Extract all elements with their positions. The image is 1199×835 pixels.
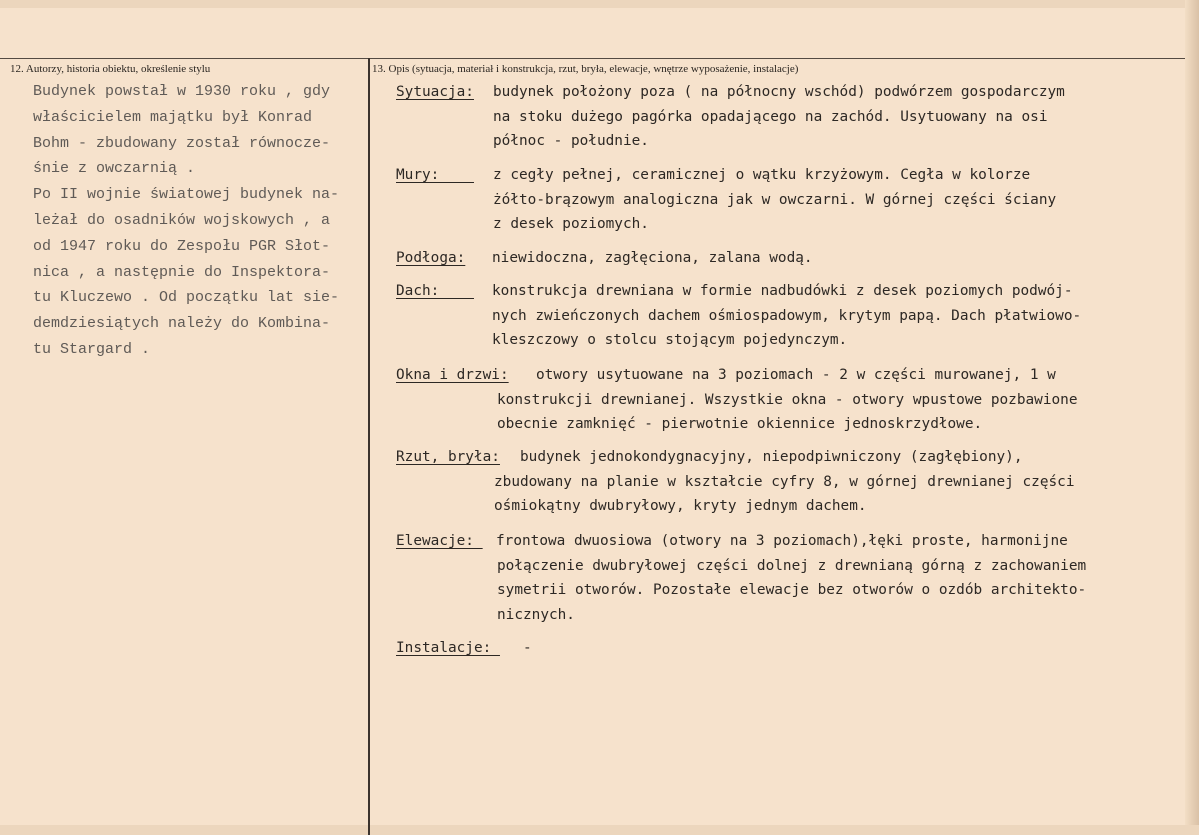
instalacje-value: - [523, 640, 532, 656]
history-line: tu Kluczewo . Od początku lat sie- [33, 289, 340, 307]
history-line: demdziesiątych należy do Kombina- [33, 315, 331, 333]
entry-elewacje [396, 529, 1176, 627]
history-line: tu Stargard . [33, 340, 151, 358]
label-okna-i-drzwi: Okna i drzwi: [396, 367, 509, 383]
label-podloga: Podłoga: [396, 250, 466, 266]
entry-line: z cegły pełnej, ceramicznej o wątku krzyżowym. Cegła w kolorze [493, 167, 1031, 183]
label-elewacje: Elewacje: [396, 533, 483, 549]
entry-line: niewidoczna, zagłęciona, zalana wodą. [492, 250, 813, 266]
history-line: nica , a następnie do Inspektora- [33, 263, 331, 281]
entry-line: obecnie zamknięć - pierwotnie okiennice jednoskrzydłowe. [497, 416, 983, 432]
history-text [33, 79, 371, 363]
history-line: śnie z owczarnią . [33, 160, 196, 178]
label-sytuacja: Sytuacja: [396, 84, 474, 100]
card-top-edge [0, 0, 1199, 8]
history-line: Budynek powstał w 1930 roku , gdy [33, 83, 331, 100]
section-12-header: 12. Autorzy, historia obiektu, określenie stylu [10, 63, 211, 75]
history-line: właścicielem majątku był Konrad [33, 108, 313, 126]
label-instalacje: Instalacje: [396, 640, 500, 656]
entry-line: otwory usytuowane na 3 poziomach - 2 w części murowanej, 1 w [536, 367, 1056, 383]
label-mury: Mury: [396, 167, 474, 183]
horizontal-rule [0, 58, 1185, 59]
card-right-edge [1185, 0, 1199, 835]
entry-line: połączenie dwubryłowej części dolnej z drewnianą górną z zachowaniem [497, 557, 1087, 574]
entry-mury [396, 163, 1176, 237]
label-rzut-bryla: Rzut, bryła: [396, 449, 500, 465]
entry-line: północ - południe. [493, 133, 649, 149]
entry-dach [396, 279, 1176, 353]
card-bottom-edge [0, 825, 1199, 835]
entry-line: symetrii otworów. Pozostałe elewacje bez otworów o ozdób architekto- [497, 582, 1087, 598]
entry-line: ośmiokątny dwubryłowy, kryty jednym dachem. [494, 498, 867, 514]
history-line: od 1947 roku do Zespołu PGR Słot- [33, 237, 331, 255]
entry-line: zbudowany na planie w kształcie cyfry 8, w górnej drewnianej części [494, 473, 1075, 490]
entry-line: konstrukcji drewnianej. Wszystkie okna - otwory wpustowe pozbawione [497, 391, 1078, 408]
entry-line: budynek położony poza ( na północny wschód) podwórzem gospodarczym [493, 84, 1065, 100]
entry-line: frontowa dwuosiowa (otwory na 3 poziomach),łęki proste, harmonijne [496, 533, 1068, 549]
entry-sytuacja [396, 80, 1176, 154]
entry-line: kleszczowy o stolcu stojącym pojedynczym. [492, 332, 848, 348]
section-13-header: 13. Opis (sytuacja, materiał i konstrukcja, rzut, bryła, elewacje, wnętrze wyposażenie, instalacje) [372, 63, 799, 75]
entry-line: nych zwieńczonych dachem ośmiospadowym, krytym papą. Dach płatwiowo- [492, 307, 1082, 324]
entry-line: z desek poziomych. [493, 216, 649, 232]
entry-okna-i-drzwi [396, 363, 1176, 437]
history-line: Po II wojnie światowej budynek na- [33, 186, 340, 204]
history-line: Bohm - zbudowany został równocze- [33, 134, 331, 152]
label-dach: Dach: [396, 283, 474, 299]
entry-line: nicznych. [497, 606, 575, 623]
entry-line: na stoku dużego pagórka opadającego na zachód. Usytuowany na osi [493, 108, 1048, 125]
entry-line: konstrukcja drewniana w formie nadbudówki z desek poziomych podwój- [492, 283, 1073, 299]
entry-podloga [396, 246, 1176, 271]
entry-rzut-bryla [396, 445, 1176, 519]
entry-line: żółto-brązowym analogiczna jak w owczarni. W górnej części ściany [493, 191, 1057, 208]
history-line: leżał do osadników wojskowych , a [33, 211, 331, 229]
entry-line: budynek jednokondygnacyjny, niepodpiwniczony (zagłębiony), [520, 449, 1023, 465]
